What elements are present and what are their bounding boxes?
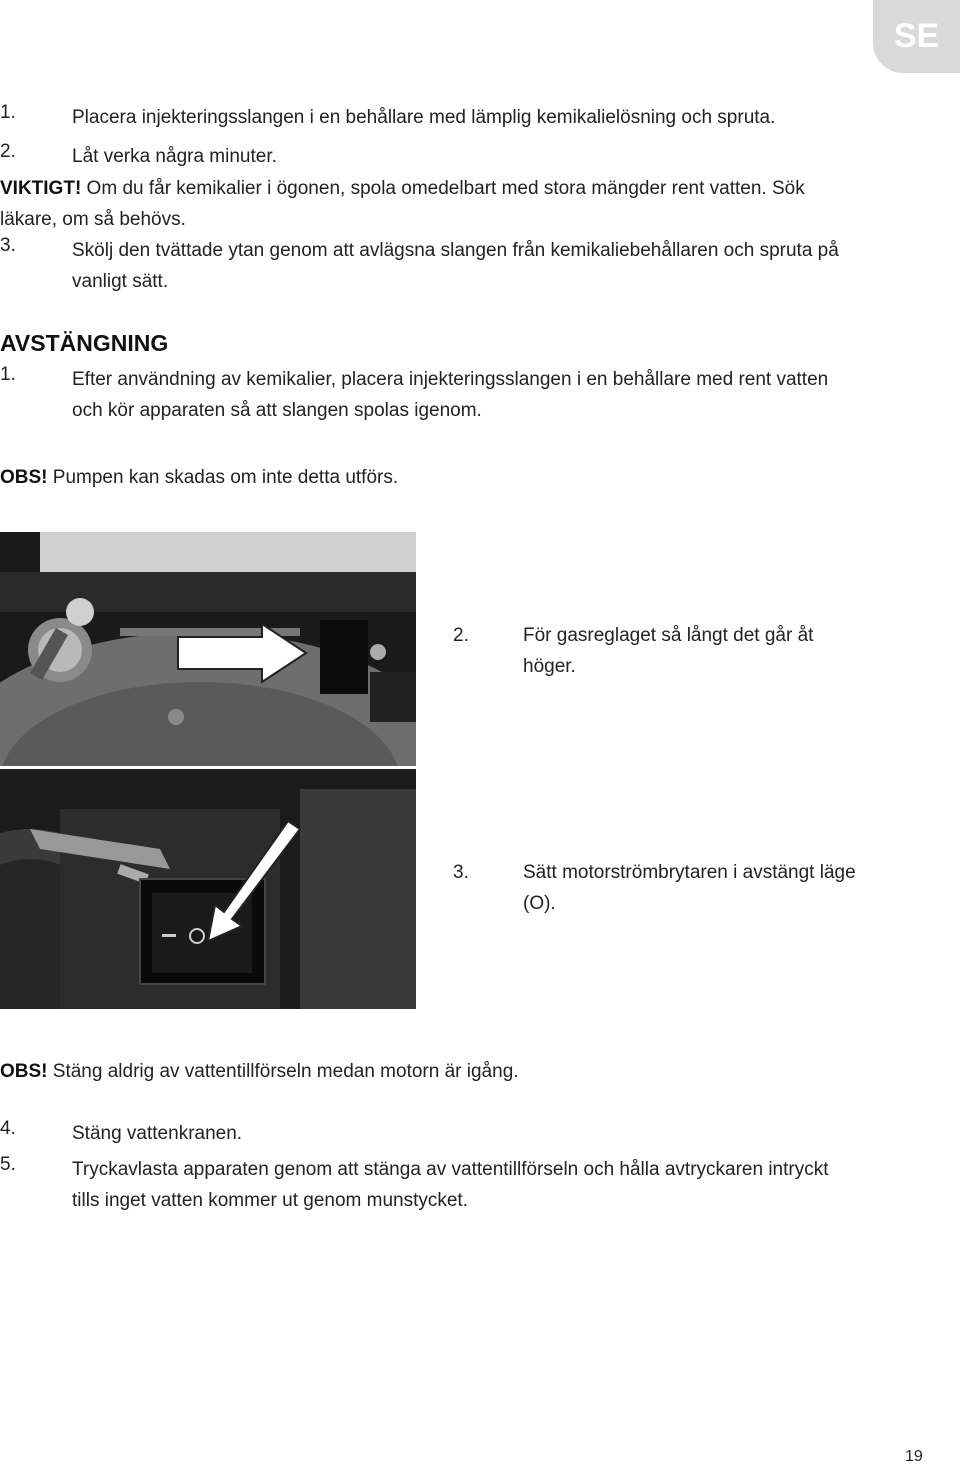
step-text: Skölj den tvättade ytan genom att avlägsna slangen från kemikaliebehållaren och spruta på: [72, 240, 839, 261]
step-number: 3.: [0, 235, 16, 256]
step-number: 5.: [0, 1154, 16, 1175]
step-text-line2: tills inget vatten kommer ut genom munstycket.: [72, 1190, 468, 1211]
step-number: 1.: [0, 102, 16, 123]
step-number: 1.: [0, 364, 16, 385]
throttle-photo: [0, 532, 416, 766]
step-text-line2: vanligt sätt.: [72, 271, 169, 292]
step-text: Låt verka några minuter.: [72, 146, 277, 167]
section-heading: AVSTÄNGNING: [0, 330, 169, 356]
caption-number: 2.: [453, 625, 469, 646]
step-number: 2.: [0, 141, 16, 162]
step-text: Stäng vattenkranen.: [72, 1123, 243, 1144]
step-text: Tryckavlasta apparaten genom att stänga av vattentillförseln och hålla avtryckaren intryckt: [72, 1159, 829, 1180]
caption-text: Sätt motorströmbrytaren i avstängt läge: [523, 862, 856, 883]
step-text: Efter användning av kemikalier, placera injekteringsslangen i en behållare med rent vatten: [72, 369, 829, 390]
obs-note: [0, 462, 398, 493]
caption-number: 3.: [453, 862, 469, 883]
caption-text: För gasreglaget så långt det går åt: [523, 625, 814, 646]
obs-note-2: [0, 1056, 519, 1087]
obs-label: OBS!: [0, 467, 48, 488]
language-tab: SE: [873, 0, 960, 73]
caption-text-line2: höger.: [523, 656, 576, 677]
important-text-line2: läkare, om så behövs.: [0, 209, 186, 230]
important-text: Om du får kemikalier i ögonen, spola omedelbart med stora mängder rent vatten. Sök: [81, 178, 805, 199]
obs-text: Pumpen kan skadas om inte detta utförs.: [47, 467, 399, 488]
obs-text: Stäng aldrig av vattentillförseln medan motorn är igång.: [47, 1061, 519, 1082]
step-text: Placera injekteringsslangen i en behållare med lämplig kemikalielösning och spruta.: [72, 107, 776, 128]
step-number: 4.: [0, 1118, 16, 1139]
page-number: 19: [905, 1448, 923, 1465]
important-label: VIKTIGT!: [0, 178, 82, 199]
step-text-line2: och kör apparaten så att slangen spolas igenom.: [72, 400, 482, 421]
obs-label: OBS!: [0, 1061, 48, 1082]
caption-text-line2: (O).: [523, 893, 556, 914]
engine-switch-photo: [0, 769, 416, 1009]
